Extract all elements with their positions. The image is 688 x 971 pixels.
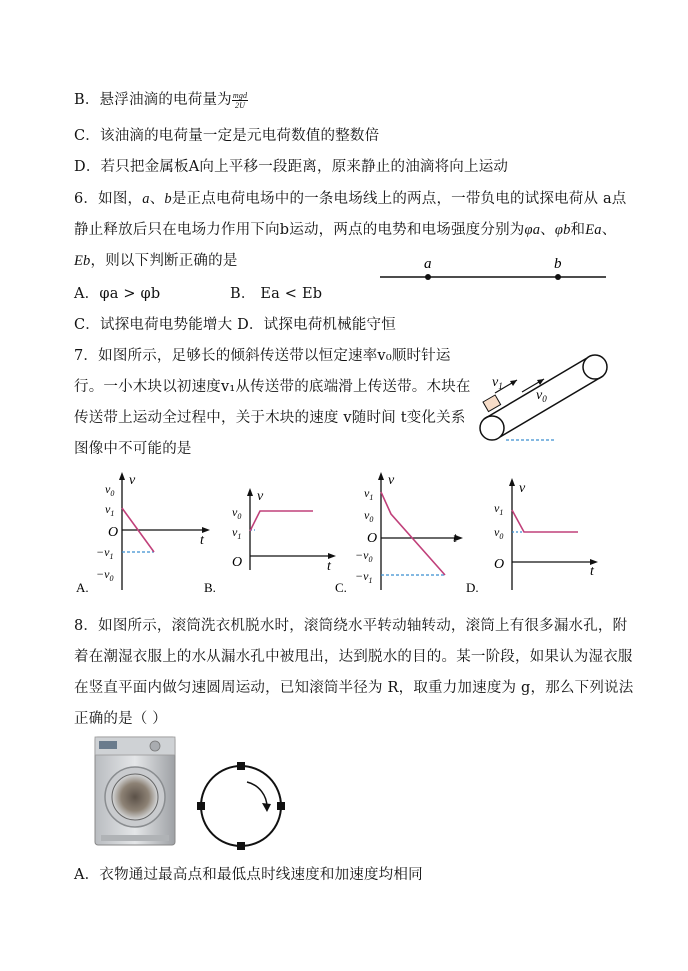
q6-option-a: A．φa > φb bbox=[74, 286, 161, 302]
q6-stem-line2: 静止释放后只在电场力作用下向b运动，两点的电势和电场强度分别为φa、φb和Ea、 bbox=[74, 222, 617, 238]
graph-d-label: D. bbox=[466, 580, 479, 595]
svg-text:O: O bbox=[494, 557, 505, 572]
q7-graph-d bbox=[466, 470, 602, 595]
point-a bbox=[425, 274, 431, 280]
washing-machine-image bbox=[93, 735, 177, 847]
q8-stem-line4: 正确的是（ ） bbox=[74, 711, 168, 727]
q7-stem-line3: 传送带上运动全过程中，关于木块的速度 v随时间 t变化关系 bbox=[74, 410, 466, 426]
label-b: b bbox=[554, 256, 562, 272]
q6-stem-line3: Eb，则以下判断正确的是 bbox=[74, 253, 238, 269]
q7-conveyor-figure bbox=[470, 350, 620, 450]
svg-text:O: O bbox=[367, 531, 378, 546]
hole-top bbox=[237, 762, 245, 770]
svg-text:v: v bbox=[388, 473, 395, 488]
svg-text:v0: $v_0$ bbox=[105, 482, 115, 498]
svg-text:v0: $v_0$ bbox=[494, 525, 504, 541]
v0-label: $v_0$ bbox=[536, 388, 547, 404]
q8-stem-line3: 在竖直平面内做匀速圆周运动，已知滚筒半径为 R，取重力加速度为 g，那么下列说法 bbox=[74, 680, 634, 696]
graph-b-line bbox=[250, 511, 313, 531]
q7-graph-c bbox=[335, 470, 471, 595]
label-a: a bbox=[424, 256, 432, 272]
graph-c-label: C. bbox=[335, 580, 347, 595]
svg-text:v: v bbox=[129, 473, 136, 488]
svg-text:v1: $v_1$ bbox=[494, 501, 504, 517]
svg-text:t: t bbox=[453, 531, 457, 546]
svg-text:O: O bbox=[108, 525, 119, 540]
q6-option-cd: C．试探电荷电势能增大 D．试探电荷机械能守恒 bbox=[74, 317, 396, 333]
svg-text:−v0: $-v_0$ bbox=[96, 567, 114, 583]
q5-fraction: $\frac{\text{mgd}}{2U}$ bbox=[232, 90, 248, 110]
graph-c-line bbox=[381, 492, 445, 575]
q6-field-line-figure bbox=[378, 250, 610, 290]
svg-text:t: t bbox=[327, 559, 331, 574]
q8-stem-line2: 着在潮湿衣服上的水从漏水孔中被甩出，达到脱水的目的。某一阶段，如果认为湿衣服 bbox=[74, 649, 633, 665]
svg-text:v0: $v_0$ bbox=[232, 505, 242, 521]
q8-option-a: A．衣物通过最高点和最低点时线速度和加速度均相同 bbox=[74, 867, 423, 883]
svg-text:v1: $v_1$ bbox=[105, 502, 115, 518]
q5-option-b: B．悬浮油滴的电荷量为 $\frac{\text{mgd}}{2U}$ bbox=[74, 90, 248, 110]
svg-text:v: v bbox=[519, 481, 526, 496]
svg-text:v0: $v_0$ bbox=[364, 508, 374, 524]
hole-bottom bbox=[237, 842, 245, 850]
q5-option-c: C．该油滴的电荷量一定是元电荷数值的整数倍 bbox=[74, 128, 380, 144]
q7-graph-b bbox=[204, 470, 340, 595]
q6-stem-line1: 6．如图，a、b是正点电荷电场中的一条电场线上的两点，一带负电的试探电荷从 a点 bbox=[74, 191, 627, 207]
svg-text:v1: $v_1$ bbox=[364, 486, 374, 502]
q8-stem-line1: 8．如图所示，滚筒洗衣机脱水时，滚筒绕水平转动轴转动，滚筒上有很多漏水孔，附 bbox=[74, 618, 628, 634]
q7-stem-line1: 7．如图所示，足够长的倾斜传送带以恒定速率v₀顺时针运 bbox=[74, 348, 451, 364]
q6-option-b: B． Ea < Eb bbox=[230, 286, 323, 302]
q7-graph-a bbox=[76, 470, 212, 595]
svg-text:O: O bbox=[232, 555, 243, 570]
wood-block bbox=[483, 395, 501, 412]
svg-text:t: t bbox=[590, 564, 594, 579]
graph-d-line bbox=[512, 510, 578, 532]
point-b bbox=[555, 274, 561, 280]
svg-text:−v1: $-v_1$ bbox=[355, 569, 373, 585]
q7-stem-line2: 行。一小木块以初速度v₁从传送带的底端滑上传送带。木块在 bbox=[74, 379, 471, 395]
svg-text:−v1: $-v_1$ bbox=[96, 545, 114, 561]
drum-circle-figure bbox=[195, 760, 287, 852]
hole-right bbox=[277, 802, 285, 810]
q5-option-d: D．若只把金属板A向上平移一段距离，原来静止的油滴将向上运动 bbox=[74, 159, 509, 175]
svg-text:v1: $v_1$ bbox=[232, 525, 242, 541]
svg-text:v: v bbox=[257, 489, 264, 504]
v1-label: $v_1$ bbox=[492, 375, 503, 391]
graph-b-label: B. bbox=[204, 580, 216, 595]
svg-text:t: t bbox=[200, 533, 204, 548]
hole-left bbox=[197, 802, 205, 810]
graph-a-label: A. bbox=[76, 580, 89, 595]
q7-stem-line4: 图像中不可能的是 bbox=[74, 441, 192, 457]
svg-text:−v0: $-v_0$ bbox=[355, 548, 373, 564]
